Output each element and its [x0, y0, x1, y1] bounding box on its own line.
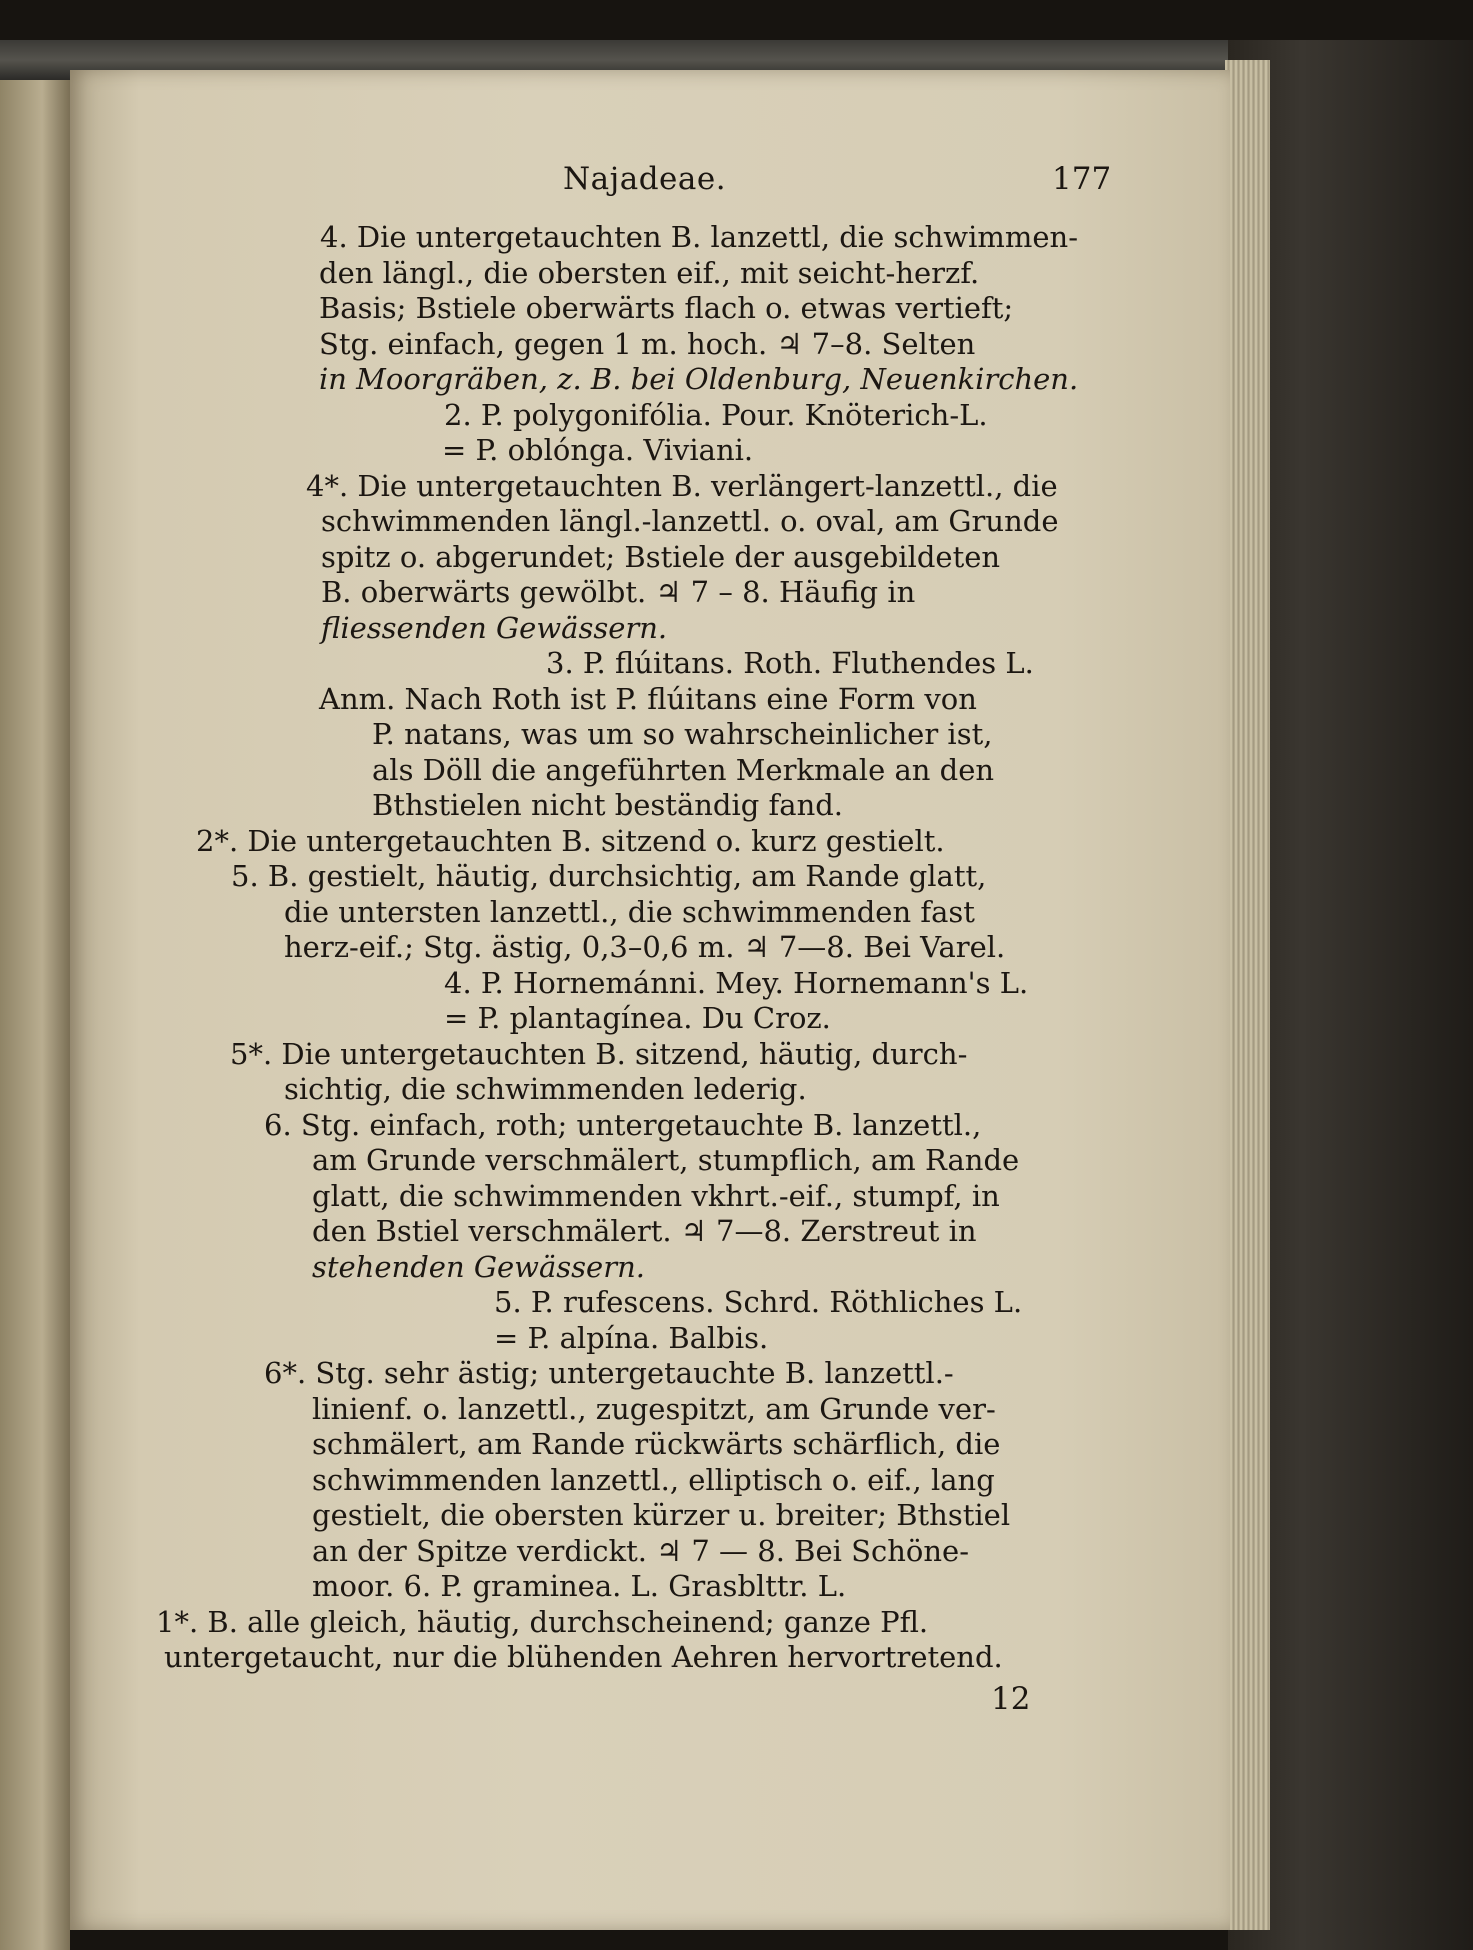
text-line: gestielt, die obersten kürzer u. breiter; Bthstiel: [312, 1498, 1011, 1532]
text-line: an der Spitze verdickt. ♃ 7 — 8. Bei Schöne-: [312, 1533, 970, 1568]
text-line: = P. plantagínea. Du Croz.: [444, 1001, 831, 1035]
text-line: den Bstiel verschmälert. ♃ 7—8. Zerstreut in: [312, 1214, 977, 1248]
text-line: sichtig, die schwimmenden lederig.: [284, 1072, 807, 1106]
text-line: B. oberwärts gewölbt. ♃ 7 – 8. Häufig in: [321, 575, 916, 609]
text-line: untergetaucht, nur die blühenden Aehren hervortretend.: [164, 1640, 1003, 1674]
text-line: 5. B. gestielt, häutig, durchsichtig, am Rande glatt,: [231, 859, 987, 893]
text-line: 4. Die untergetauchten B. lanzettl, die schwimmen-: [320, 220, 1079, 254]
text-line: 2*. Die untergetauchten B. sitzend o. kurz gestielt.: [196, 823, 945, 858]
text-line: herz-eif.; Stg. ästig, 0,3–0,6 m. ♃ 7—8. Bei Varel.: [284, 930, 1006, 964]
text-line: stehenden Gewässern.: [312, 1249, 645, 1284]
signature-mark: 12: [991, 1681, 1031, 1717]
page-number: 177: [1052, 161, 1112, 197]
text-line: P. natans, was um so wahrscheinlicher ist,: [372, 717, 993, 751]
text-line: 1*. B. alle gleich, häutig, durchscheinend; ganze Pfl.: [156, 1604, 929, 1639]
running-header-title: Najadeae.: [563, 161, 727, 197]
text-line: als Döll die angeführten Merkmale an den: [372, 752, 995, 787]
text-line: Basis; Bstiele oberwärts flach o. etwas vertieft;: [319, 291, 1014, 325]
text-line: am Grunde verschmälert, stumpflich, am Rande: [312, 1143, 1020, 1177]
text-line: die untersten lanzettl., die schwimmenden fast: [284, 894, 975, 929]
text-line: den längl., die obersten eif., mit seicht-herzf.: [319, 255, 980, 290]
text-line: 4*. Die untergetauchten B. verlängert-lanzettl., die: [306, 468, 1058, 503]
text-line: spitz o. abgerundet; Bstiele der ausgebildeten: [321, 539, 1001, 574]
text-line: schwimmenden lanzettl., elliptisch o. eif., lang: [312, 1462, 995, 1497]
text-line: 6*. Stg. sehr ästig; untergetauchte B. lanzettl.-: [264, 1356, 954, 1390]
text-line: schwimmenden längl.-lanzettl. o. oval, am Grunde: [321, 504, 1059, 538]
text-line: Stg. einfach, gegen 1 m. hoch. ♃ 7–8. Selten: [319, 326, 976, 361]
text-line: 4. P. Hornemánni. Mey. Hornemann's L.: [444, 965, 1029, 1000]
text-line: Bthstielen nicht beständig fand.: [372, 788, 844, 822]
page-stack-edges: [1225, 60, 1270, 1930]
text-line: fliessenden Gewässern.: [321, 610, 668, 645]
text-line: glatt, die schwimmenden vkhrt.-eif., stumpf, in: [312, 1178, 1000, 1213]
page-body-text: [156, 220, 1106, 1676]
text-line: 6. Stg. einfach, roth; untergetauchte B. lanzettl.,: [264, 1107, 982, 1142]
text-line: 5. P. rufescens. Schrd. Röthliches L.: [494, 1285, 1023, 1319]
text-line: in Moorgräben, z. B. bei Oldenburg, Neuenkirchen.: [319, 362, 1079, 396]
text-line: linienf. o. lanzettl., zugespitzt, am Grunde ver-: [312, 1391, 996, 1426]
left-page-strip: [0, 80, 70, 1950]
text-line: 5*. Die untergetauchten B. sitzend, häutig, durch-: [230, 1036, 968, 1071]
text-line: 2. P. polygonifólia. Pour. Knöterich-L.: [444, 397, 988, 432]
text-line: 3. P. flúitans. Roth. Fluthendes L.: [546, 646, 1034, 680]
text-line: moor. 6. P. graminea. L. Grasblttr. L.: [312, 1569, 847, 1603]
text-line: = P. oblónga. Viviani.: [442, 433, 754, 467]
text-line: Anm. Nach Roth ist P. flúitans eine Form von: [319, 681, 977, 716]
text-line: schmälert, am Rande rückwärts schärflich, die: [312, 1427, 1001, 1461]
text-line: = P. alpína. Balbis.: [494, 1320, 769, 1355]
